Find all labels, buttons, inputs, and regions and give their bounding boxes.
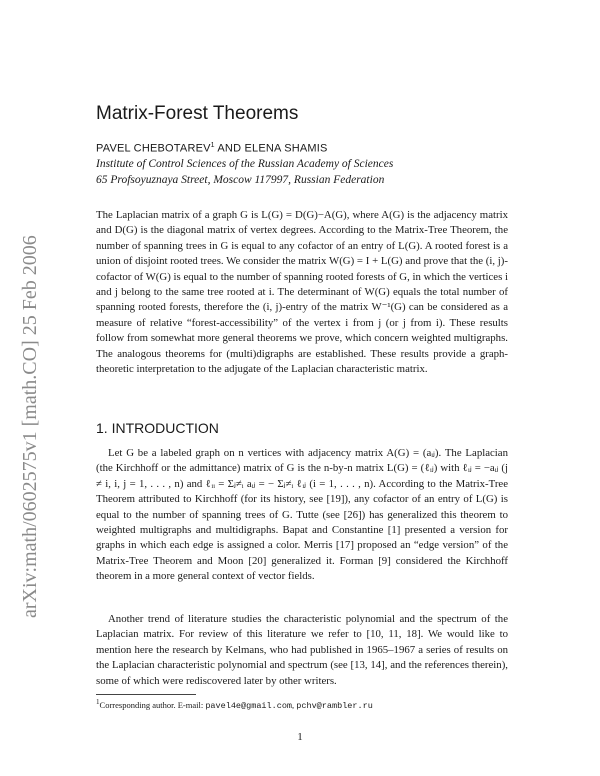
email-link-1[interactable]: pavel4e@gmail.com [205, 700, 293, 711]
arxiv-stamp-text: arXiv:math/0602575v1 [math.CO] 25 Feb 2006 [19, 235, 41, 618]
affiliation-address: 65 Profsoyuznaya Street, Moscow 117997, Russian Federation [96, 174, 385, 186]
abstract: The Laplacian matrix of a graph G is L(G) = D(G)−A(G), where A(G) is the adjacency matrix and D(G) is the diagonal matrix of vertex degrees. According to the Matrix-Tree Theorem, the number of spanning trees in G is equal to any cofactor of an entry of L(G). A rooted forest is a union of disjoint rooted trees. We consider the matrix W(G) = I + L(G) and prove that the (i, j)-cofactor of W(G) is equal to the number of spanning rooted forests of G, in which the vertices i and j belong to the same tree rooted at i. The determinant of W(G) equals the total number of spanning rooted forests, therefore the (i, j)-entry of the matrix W⁻¹(G) can be considered as a measure of relative “forest-accessibility” of the vertex i from j (or j from i). These results follow from somewhat more general theorems we prove, which concern weighted multigraphs. The analogous theorems for (multi)digraphs are established. These results provide a graph-theoretic interpretation to the adjugate of the Laplacian characteristic matrix. [96, 209, 508, 376]
intro-paragraph-2-text: Another trend of literature studies the characteristic polynomial and the spectrum of the Laplacian matrix. For review of this literature we refer to [10, 11, 18]. We would like to mention here the research by Kelmans, who had published in 1965–1967 a series of results on the Laplacian characteristic polynomial and spectrum (see [13, 14], and the references therein), some of which were rediscovered later by other writers. [96, 613, 508, 687]
intro-paragraph-1 [96, 446, 508, 585]
affiliation-institute: Institute of Control Sciences of the Russian Academy of Sciences [96, 158, 394, 170]
intro-paragraph-2 [96, 612, 508, 689]
author-1: PAVEL CHEBOTAREV [96, 142, 211, 155]
footnote-mark-ref: 1 [210, 142, 215, 149]
footnote-text: Corresponding author. E-mail: [99, 699, 206, 710]
footnote-rule [96, 694, 196, 695]
author-connector: AND [214, 142, 245, 155]
paper-title: Matrix-Forest Theorems [96, 103, 299, 124]
author-2: ELENA SHAMIS [244, 142, 328, 155]
email-link-2[interactable]: pchv@rambler.ru [296, 700, 373, 711]
footnote-mark: 1 [96, 698, 100, 706]
arxiv-stamp [8, 160, 48, 620]
intro-paragraph-1-text: Let G be a labeled graph on n vertices with adjacency matrix A(G) = (aᵢⱼ). The Laplacian (the Kirchhoff or the admittance) matrix of G is the n-by-n matrix L(G) = (ℓᵢⱼ) with ℓᵢⱼ = −aᵢⱼ (j ≠ i, i, j = 1, . . . , n) and ℓᵢᵢ = Σⱼ≠ᵢ aᵢⱼ = − Σⱼ≠ᵢ ℓᵢⱼ (i = 1, . . . , n). According to the Matrix-Tree Theorem attributed to Kirchhoff (for its history, see [19]), any cofactor of an entry of L(G) is equal to the number of spanning trees of G. Tutte (see [26]) has generalized this theorem to weighted multigraphs and multidigraphs. Bapat and Constantine [1] presented a version for graphs in which each edge is assigned a color. Merris [17] proposed an “edge version” of the Matrix-Tree Theorem and Moon [20] generalized it. Forman [9] considered the Kirchhoff theorem in a more general context of vector fields. [96, 447, 508, 583]
footnote-sep: , [292, 699, 297, 710]
author-line [96, 142, 328, 155]
footnote [96, 698, 373, 711]
section-heading: 1. INTRODUCTION [96, 420, 219, 436]
page-number: 1 [297, 731, 303, 743]
